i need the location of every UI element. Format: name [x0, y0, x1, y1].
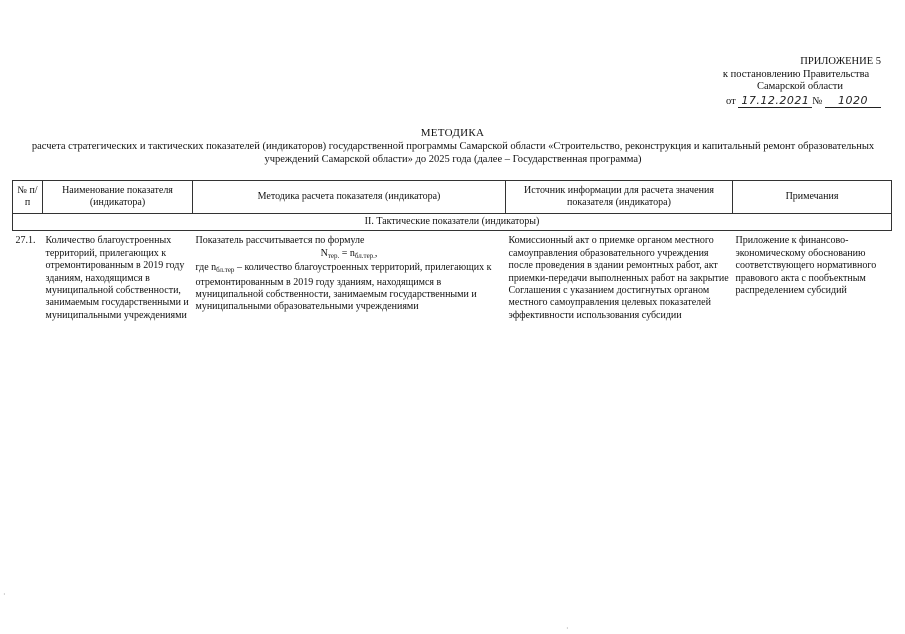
scan-speck: ·	[566, 624, 569, 633]
section-row	[13, 214, 892, 231]
where-subscript: бл.тер	[216, 266, 235, 275]
document-subtitle: расчета стратегических и тактических показателей (индикаторов) государственной программы Самарской области «Строительство, реконструкция и капитальный ремонт образовательных учреждений Самарской области» до 2025 года (далее – Государственная программа)	[31, 141, 875, 165]
method-intro: Показатель рассчитывается по формуле	[195, 235, 365, 247]
where-text: – количество благоустроенных территорий, прилегающих к отремонтированным в 2019 году зданиям, находящимся в муниципальной собственности, занимаемым государственными и муниципальными образовательными учреждениями	[195, 262, 492, 313]
method-where	[196, 262, 503, 314]
method-formula	[196, 248, 503, 262]
formula-lhs: N	[320, 247, 328, 259]
formula-tail: ,	[374, 247, 378, 259]
scan-speck: ·	[3, 590, 6, 599]
formula-lhs-subscript: тер.	[327, 251, 340, 260]
number-prefix: №	[812, 95, 823, 107]
appendix-resolution-line: к постановлению Правительства	[722, 68, 870, 80]
row-notes: Приложение к финансово-экономическому обоснованию соответствующего нормативного правового акта с пообъектным распределением субсидий	[735, 235, 877, 297]
table-row	[13, 231, 892, 324]
appendix-label: ПРИЛОЖЕНИЕ 5	[800, 56, 881, 67]
row-indicator-name: Количество благоустроенных территорий, прилегающих к отремонтированным в 2019 году зданиям, находящимся в муниципальной собственности, занимаемым государственными и муниципальными учреждениями	[45, 235, 189, 321]
row-number: 27.1.	[15, 235, 36, 247]
where-prefix: где n	[195, 262, 217, 274]
formula-rhs-subscript: бл.тер.	[354, 251, 375, 260]
section-title: II. Тактические показатели (индикаторы)	[13, 214, 892, 231]
header-notes: Примечания	[733, 181, 892, 214]
header-method: Методика расчета показателя (индикатора)	[193, 181, 506, 214]
table-header-row	[13, 181, 892, 214]
header-number: № п/п	[13, 181, 43, 214]
indicators-table	[12, 180, 892, 324]
document-title: МЕТОДИКА	[420, 127, 485, 139]
handwritten-number: 1020	[825, 95, 881, 109]
handwritten-date: 17.12.2021	[738, 95, 812, 109]
formula-equals: = n	[339, 247, 355, 259]
row-source: Комиссионный акт о приемке органом местного самоуправления образовательного учреждения после проведения в здании ремонтных работ, акт приемки-передачи выполненных работ на закрытие Соглашения с указанием достигнутых органом местного самоуправления целевых показателей эффективности использования субсидии	[508, 235, 729, 321]
appendix-region-line: Самарской области	[757, 81, 843, 92]
header-indicator-name: Наименование показателя (индикатора)	[43, 181, 193, 214]
header-source: Источник информации для расчета значения показателя (индикатора)	[506, 181, 733, 214]
appendix-block	[711, 56, 881, 108]
date-prefix: от	[726, 95, 736, 107]
appendix-date-line	[711, 95, 881, 109]
row-method	[193, 231, 506, 324]
